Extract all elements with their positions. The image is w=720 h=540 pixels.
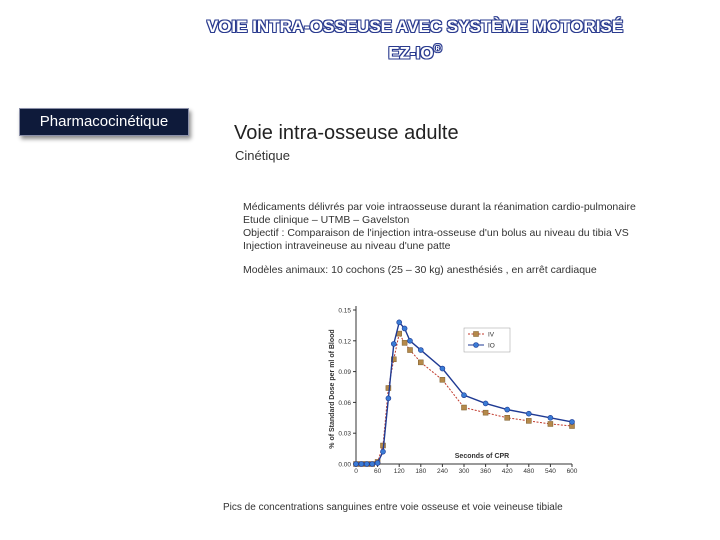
x-tick-label: 600 — [566, 468, 578, 475]
registered-mark: ® — [433, 43, 442, 55]
x-tick-label: 120 — [393, 468, 405, 475]
y-tick-label: 0.12 — [338, 338, 351, 346]
data-point-io — [391, 341, 396, 346]
data-point-iv — [440, 377, 445, 382]
legend-marker-io — [474, 343, 479, 348]
x-tick-label: 0 — [354, 468, 358, 475]
data-point-io — [354, 462, 359, 467]
legend-box — [464, 328, 510, 352]
main-title-line2 — [110, 38, 720, 65]
info-line: Objectif : Comparaison de l'injection intra-osseuse d'un bolus au niveau du tibia VS — [243, 227, 629, 239]
data-point-iv — [402, 340, 407, 345]
data-point-iv — [462, 405, 467, 410]
slide-subtitle: Cinétique — [235, 148, 290, 163]
x-tick-label: 240 — [436, 468, 448, 475]
section-tag: Pharmacocinétique — [19, 108, 189, 136]
y-tick-label: 0.03 — [338, 430, 351, 438]
data-point-io — [462, 393, 467, 398]
legend-label-io: IO — [488, 342, 495, 350]
legend-label-iv: IV — [488, 331, 495, 339]
info-line: Injection intraveineuse au niveau d'une patte — [243, 240, 451, 252]
info-line: Médicaments délivrés par voie intraosseuse durant la réanimation cardio-pulmonaire — [243, 201, 636, 213]
study-info — [243, 201, 683, 277]
x-tick-label: 60 — [373, 468, 382, 475]
data-point-iv — [526, 418, 531, 423]
data-point-iv — [483, 410, 488, 415]
x-tick-label: 300 — [458, 468, 470, 475]
data-point-io — [483, 401, 488, 406]
data-point-io — [570, 419, 575, 424]
slide-title: Voie intra-osseuse adulte — [234, 122, 459, 144]
data-point-iv — [505, 415, 510, 420]
y-axis-label: % of Standard Dose per ml of Blood — [329, 329, 336, 449]
data-point-io — [370, 462, 375, 467]
data-point-io — [548, 415, 553, 420]
data-point-io — [526, 411, 531, 416]
main-title-line1: VOIE INTRA-OSSEUSE AVEC SYSTÈME MOTORISÉ — [206, 17, 624, 36]
y-tick-label: 0.06 — [338, 399, 351, 407]
pharmacokinetic-chart — [318, 296, 580, 476]
data-point-io — [402, 326, 407, 331]
data-point-io — [397, 320, 402, 325]
x-tick-label: 180 — [415, 468, 427, 475]
data-point-io — [381, 449, 386, 454]
main-title — [0, 16, 720, 65]
legend-marker-iv — [474, 332, 479, 337]
y-tick-label: 0.15 — [338, 307, 351, 315]
product-name: EZ-IO — [388, 43, 434, 63]
data-point-iv — [408, 348, 413, 353]
data-point-io — [375, 460, 380, 465]
y-tick-label: 0.00 — [338, 461, 351, 469]
data-point-io — [440, 366, 445, 371]
data-point-io — [359, 462, 364, 467]
data-point-io — [408, 338, 413, 343]
x-tick-label: 420 — [501, 468, 513, 475]
data-point-io — [364, 462, 369, 467]
x-axis-label: Seconds of CPR — [454, 453, 510, 460]
model-line: Modèles animaux: 10 cochons (25 – 30 kg) anesthésiés , en arrêt cardiaque — [243, 264, 597, 276]
x-tick-label: 360 — [480, 468, 492, 475]
data-point-io — [418, 348, 423, 353]
x-tick-label: 480 — [523, 468, 535, 475]
data-point-iv — [418, 360, 423, 365]
y-tick-label: 0.09 — [338, 369, 351, 377]
figure-caption: Pics de concentrations sanguines entre voie osseuse et voie veineuse tibiale — [223, 502, 563, 513]
data-point-io — [505, 407, 510, 412]
data-point-iv — [548, 421, 553, 426]
x-tick-label: 540 — [544, 468, 556, 475]
data-point-io — [386, 396, 391, 401]
info-line: Etude clinique – UTMB – Gavelston — [243, 214, 410, 226]
